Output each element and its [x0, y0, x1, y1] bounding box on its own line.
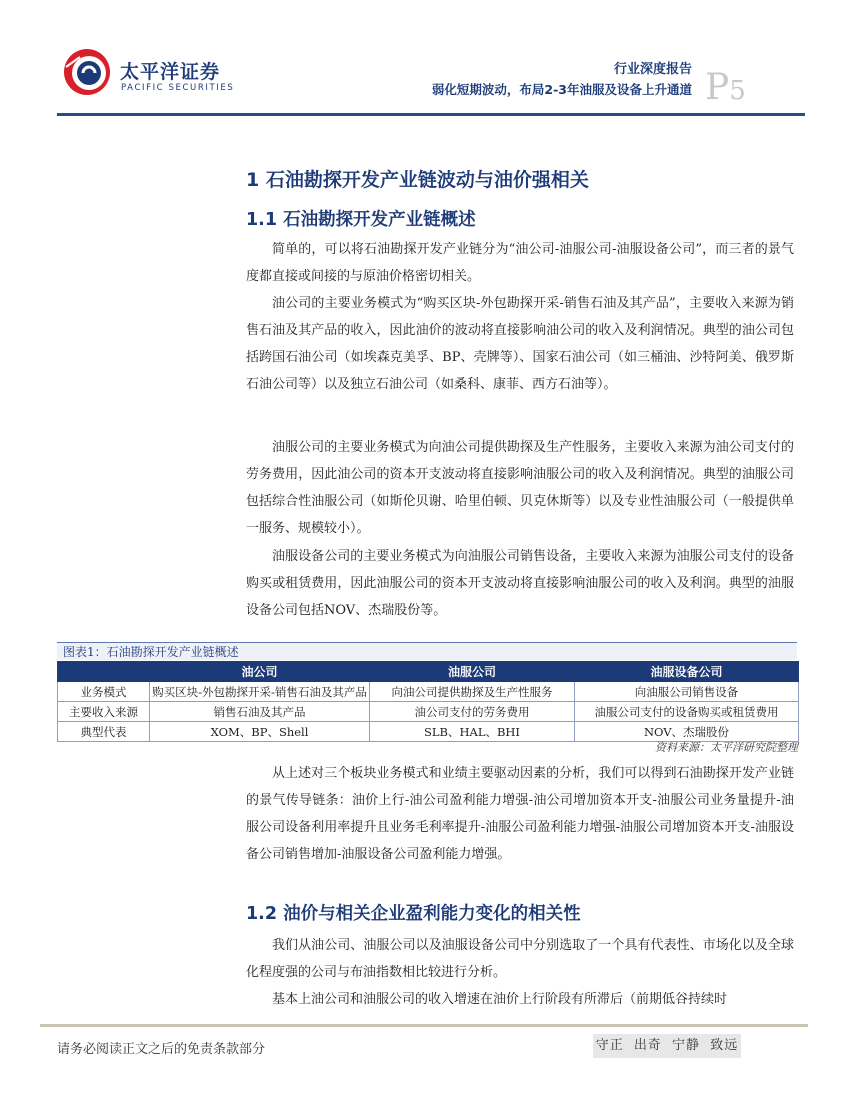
table-header-cell: 油服设备公司 — [575, 662, 799, 682]
paragraph: 基本上油公司和油服公司的收入增速在油价上行阶段有所滞后（前期低谷持续时 — [272, 992, 728, 1007]
paragraph: 油公司的主要业务模式为“购买区块-外包勘探开采-销售石油及其产品”，主要收入来源为销售石油及其产品的收入，因此油价的波动将直接影响油公司的收入及利润情况。典型的油公司包括跨国石油公司（如埃森克美孚、BP、壳牌等）、国家石油公司（如三桶油、沙特阿美、俄罗斯石油公司等）以及独立石油公司（如桑科、康菲、西方石油等）。 — [246, 296, 794, 392]
table-row-header: 典型代表 — [58, 722, 150, 742]
table-cell: 油服公司支付的设备购买或租赁费用 — [575, 702, 799, 722]
paragraph: 油服公司的主要业务模式为向油公司提供勘探及生产性服务，主要收入来源为油公司支付的劳务费用，因此油公司的资本开支波动将直接影响油服公司的收入及利润情况。典型的油服公司包括综合性油服公司（如斯伦贝谢、哈里伯顿、贝克休斯等）以及专业性油服公司（一般提供单一服务、规模较小）。 — [246, 440, 794, 536]
table-header-cell: 油服公司 — [370, 662, 575, 682]
figure-caption: 图表1：石油勘探开发产业链概述 — [57, 642, 797, 660]
section-1-2-heading: 1.2 油价与相关企业盈利能力变化的相关性 — [246, 904, 581, 924]
table-row-header: 主要收入来源 — [58, 702, 150, 722]
page-number — [705, 67, 746, 108]
table-row — [58, 682, 799, 702]
table-cell: 销售石油及其产品 — [150, 702, 370, 722]
section-1-1-heading: 1.1 石油勘探开发产业链概述 — [246, 210, 476, 230]
paragraph: 油服设备公司的主要业务模式为向油服公司销售设备，主要收入来源为油服公司支付的设备购买或租赁费用，因此油服公司的资本开支波动将直接影响油服公司的收入及利润。典型的油服设备公司包括NOV、杰瑞股份等。 — [246, 549, 794, 618]
table-cell: 购买区块-外包勘探开采-销售石油及其产品 — [150, 682, 370, 702]
industry-chain-table — [57, 661, 799, 742]
report-title: 弱化短期波动，布局2-3年油服及设备上升通道 — [431, 82, 692, 97]
paragraph: 简单的，可以将石油勘探开发产业链分为“油公司-油服公司-油服设备公司”，而三者的景气度都直接或间接的与原油价格密切相关。 — [246, 242, 794, 284]
table-header-cell — [58, 662, 150, 682]
table-cell: 油公司支付的劳务费用 — [370, 702, 575, 722]
section-1-heading: 1 石油勘探开发产业链波动与油价强相关 — [246, 169, 589, 191]
report-type: 行业深度报告 — [613, 62, 692, 77]
page-number-value: 5 — [729, 76, 746, 106]
logo-text-cn: 太平洋证券 — [120, 61, 221, 83]
figure-source: 资料来源：太平洋研究院整理 — [655, 741, 798, 754]
pacific-securities-logo-icon — [62, 47, 112, 97]
table-cell: NOV、杰瑞股份 — [575, 722, 799, 742]
footer-disclaimer: 请务必阅读正文之后的免责条款部分 — [57, 1042, 266, 1057]
table-header-cell: 油公司 — [150, 662, 370, 682]
page-number-prefix: P — [705, 67, 730, 108]
table-row-header: 业务模式 — [58, 682, 150, 702]
table-row — [58, 702, 799, 722]
table-cell: 向油公司提供勘探及生产性服务 — [370, 682, 575, 702]
footer-divider — [40, 1024, 808, 1027]
footer-motto: 守正 出奇 宁静 致远 — [593, 1034, 741, 1058]
table-cell: XOM、BP、Shell — [150, 722, 370, 742]
paragraph: 从上述对三个板块业务模式和业绩主要驱动因素的分析，我们可以得到石油勘探开发产业链的景气传导链条：油价上行-油公司盈利能力增强-油公司增加资本开支-油服公司业务量提升-油服公司设备利用率提升且业务毛利率提升-油服公司盈利能力增强-油服公司增加资本开支-油服设备公司销售增加-油服设备公司盈利能力增强。 — [246, 766, 794, 862]
table-cell: 向油服公司销售设备 — [575, 682, 799, 702]
header-divider — [57, 113, 805, 116]
table-cell: SLB、HAL、BHI — [370, 722, 575, 742]
logo-text-en: PACIFIC SECURITIES — [121, 83, 235, 93]
company-logo — [62, 47, 242, 107]
paragraph: 我们从油公司、油服公司以及油服设备公司中分别选取了一个具有代表性、市场化以及全球化程度强的公司与布油指数相比较进行分析。 — [246, 938, 794, 980]
table-header-row — [58, 662, 799, 682]
